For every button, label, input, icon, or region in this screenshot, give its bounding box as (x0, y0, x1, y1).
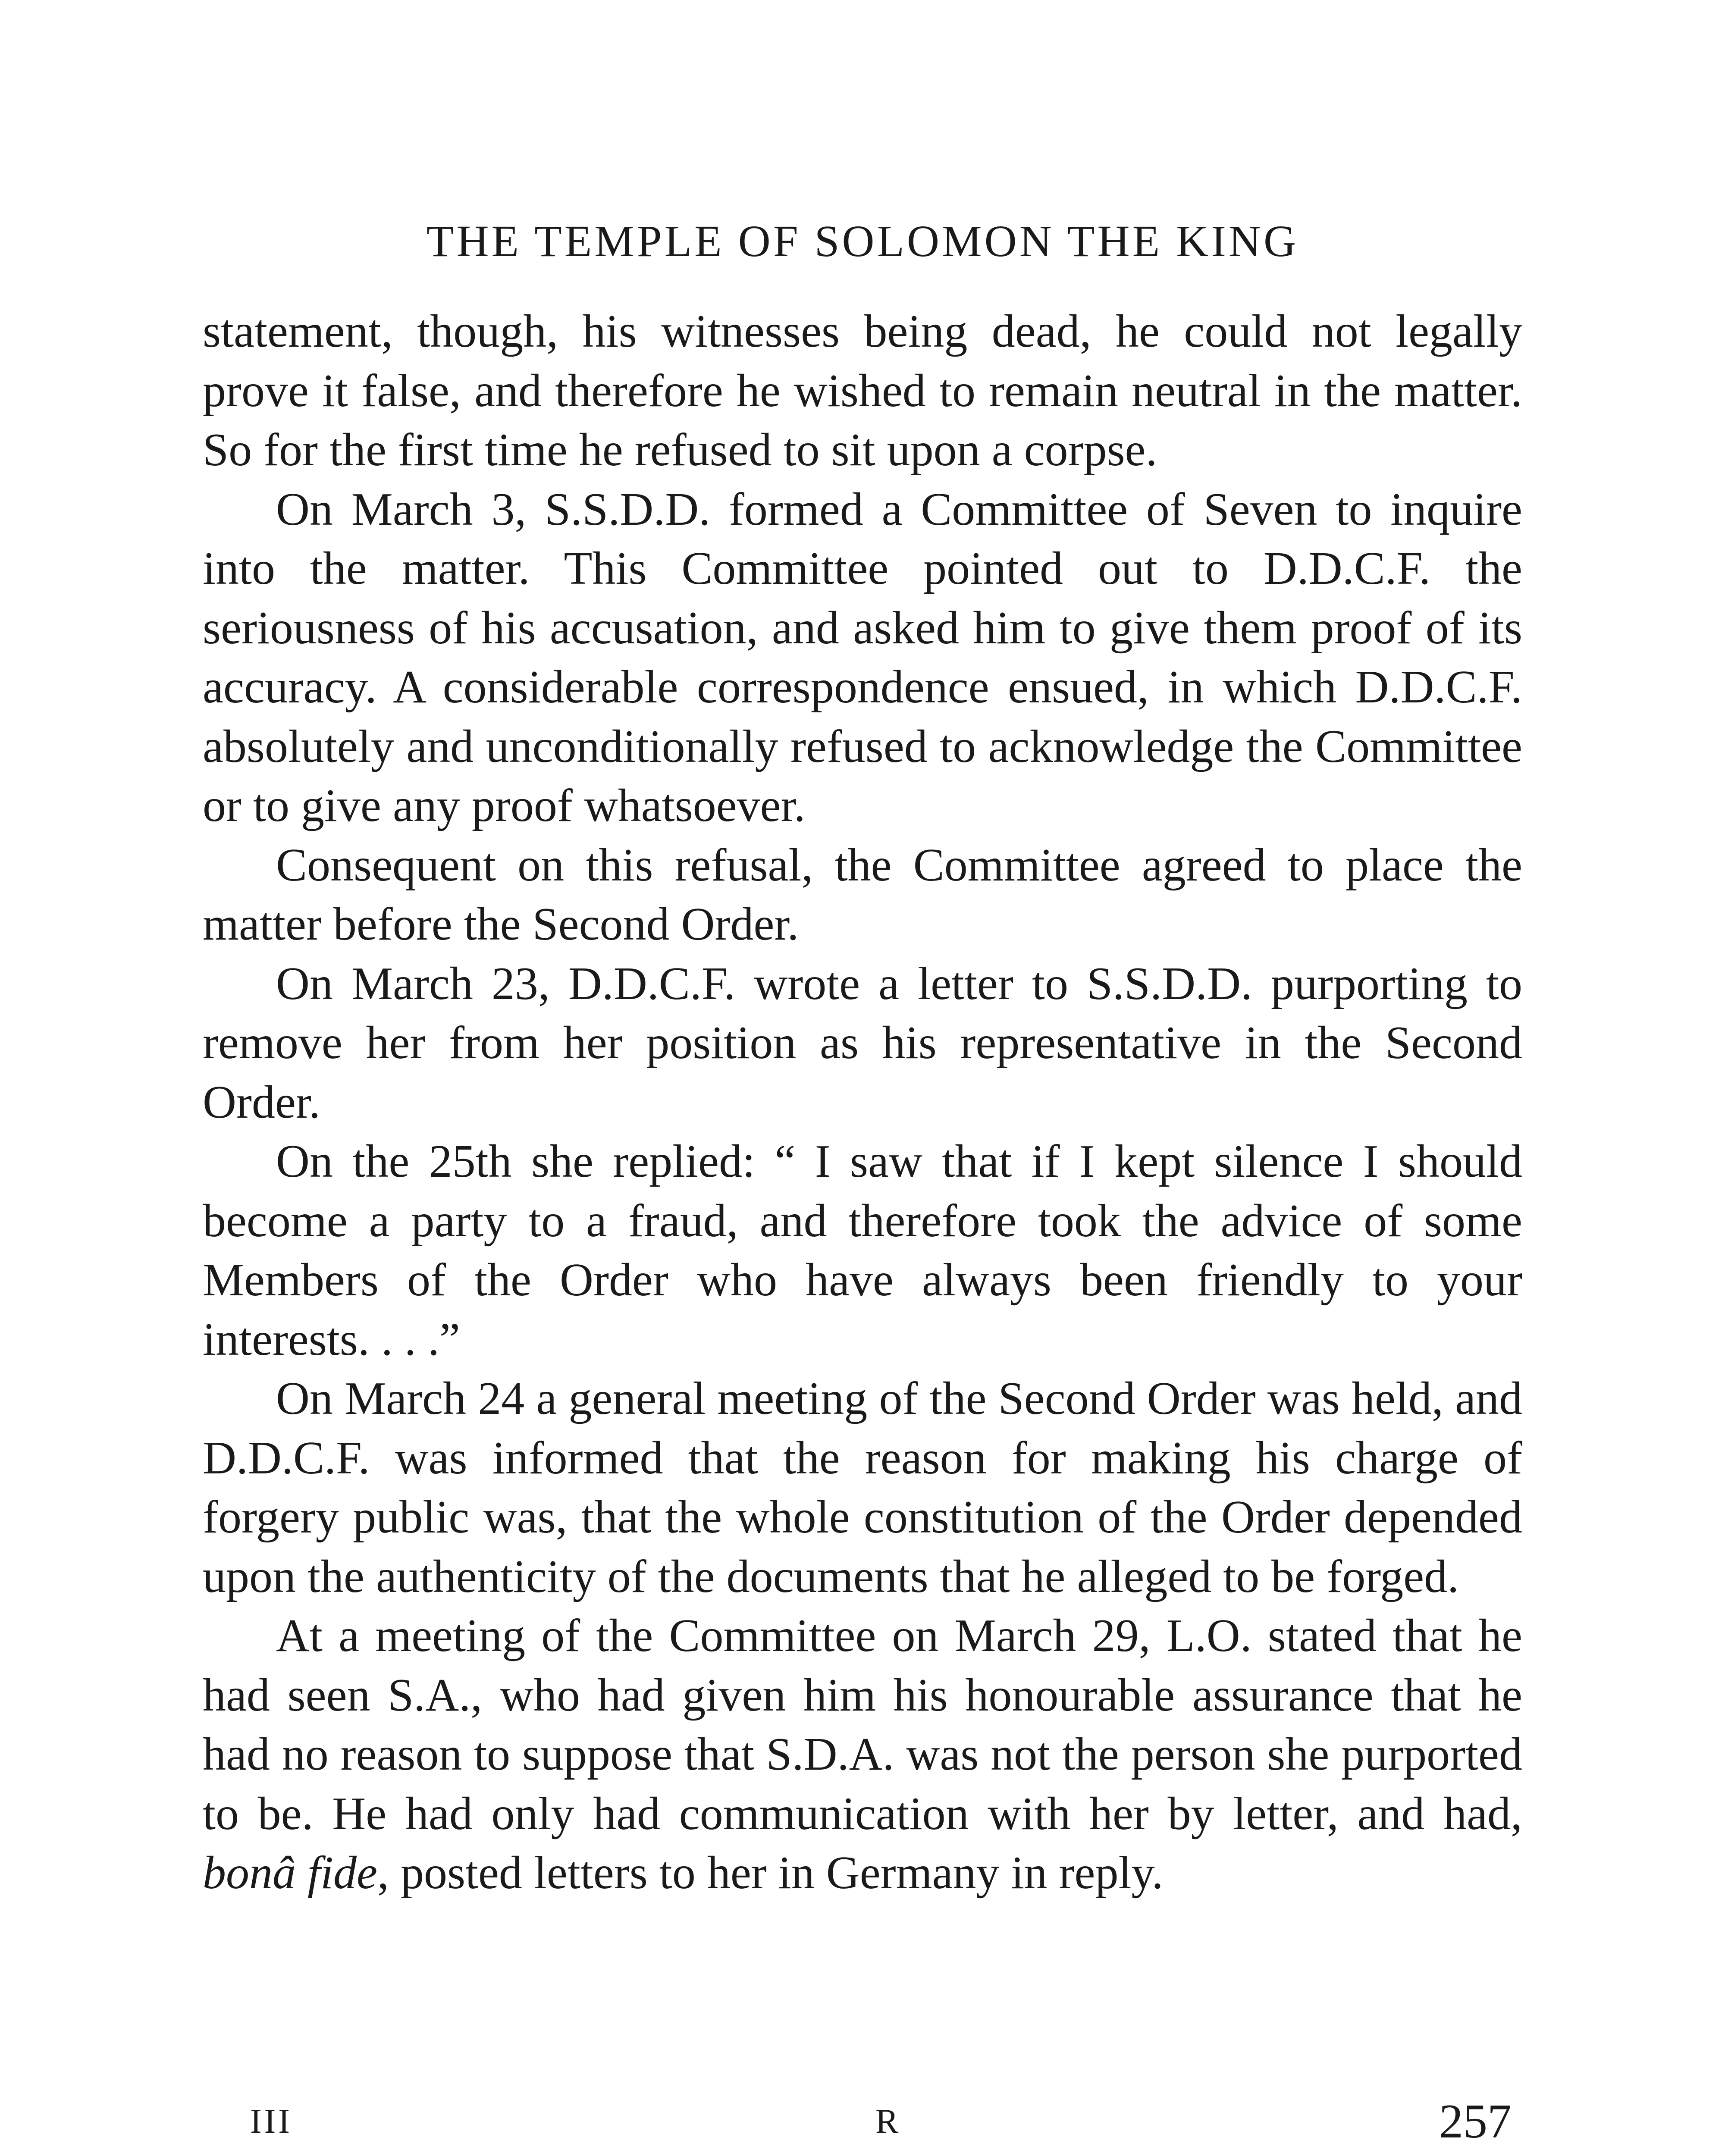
paragraph-text-after-italic: , posted letters to her in Germany in reply. (377, 1847, 1164, 1899)
paragraph-continued: statement, though, his witnesses being dead, he could not legally prove it false, and therefore he wished to remain neutral in the matter. So for the first time he refused to sit upon a corpse. (203, 306, 1522, 476)
page-number: 257 (1439, 2095, 1512, 2148)
paragraph-committee-of-seven: On March 3, S.S.D.D. formed a Committee of Seven to inquire into the matter. This Committee pointed out to D.D.C.F. the seriousness of his accusation, and asked him to give them proof of its accuracy. A considerable correspondence ensued, in which D.D.C.F. absolutely and unconditionally refused to acknowledge the Committee or to give any proof whatsoever. (203, 483, 1522, 831)
body-text (203, 302, 1522, 1903)
paragraph-general-meeting: On March 24 a general meeting of the Second Order was held, and D.D.C.F. was informed that the reason for making his charge of forgery public was, that the whole constitution of the Order depended upon the authenticity of the documents that he alleged to be forged. (203, 1373, 1522, 1602)
paragraph-text-before-italic: At a meeting of the Committee on March 29, L.O. stated that he had seen S.A., who had given him his honourable assurance that he had no reason to suppose that S.D.A. was not the person she purported to be. He had only had communication with her by letter, and had, (203, 1610, 1522, 1839)
paragraph-25th-reply: On the 25th she replied: “ I saw that if I kept silence I should become a party to a fraud, and therefore took the advice of some Members of the Order who have always been friendly to your interests. . . .” (203, 1136, 1522, 1365)
running-head: THE TEMPLE OF SOLOMON THE KING (426, 216, 1299, 266)
signature-mark: R (875, 2103, 899, 2140)
volume-number: III (250, 2103, 292, 2140)
paragraph-march-23-letter: On March 23, D.D.C.F. wrote a letter to S.S.D.D. purporting to remove her from her position as his representative in the Second Order. (203, 958, 1522, 1128)
paragraph-march-29-meeting (203, 1606, 1522, 1903)
italic-phrase: bonâ fide (203, 1847, 377, 1899)
paragraph-refusal: Consequent on this refusal, the Committee agreed to place the matter before the Second Order. (203, 839, 1522, 950)
page-footer (203, 2091, 1522, 2152)
